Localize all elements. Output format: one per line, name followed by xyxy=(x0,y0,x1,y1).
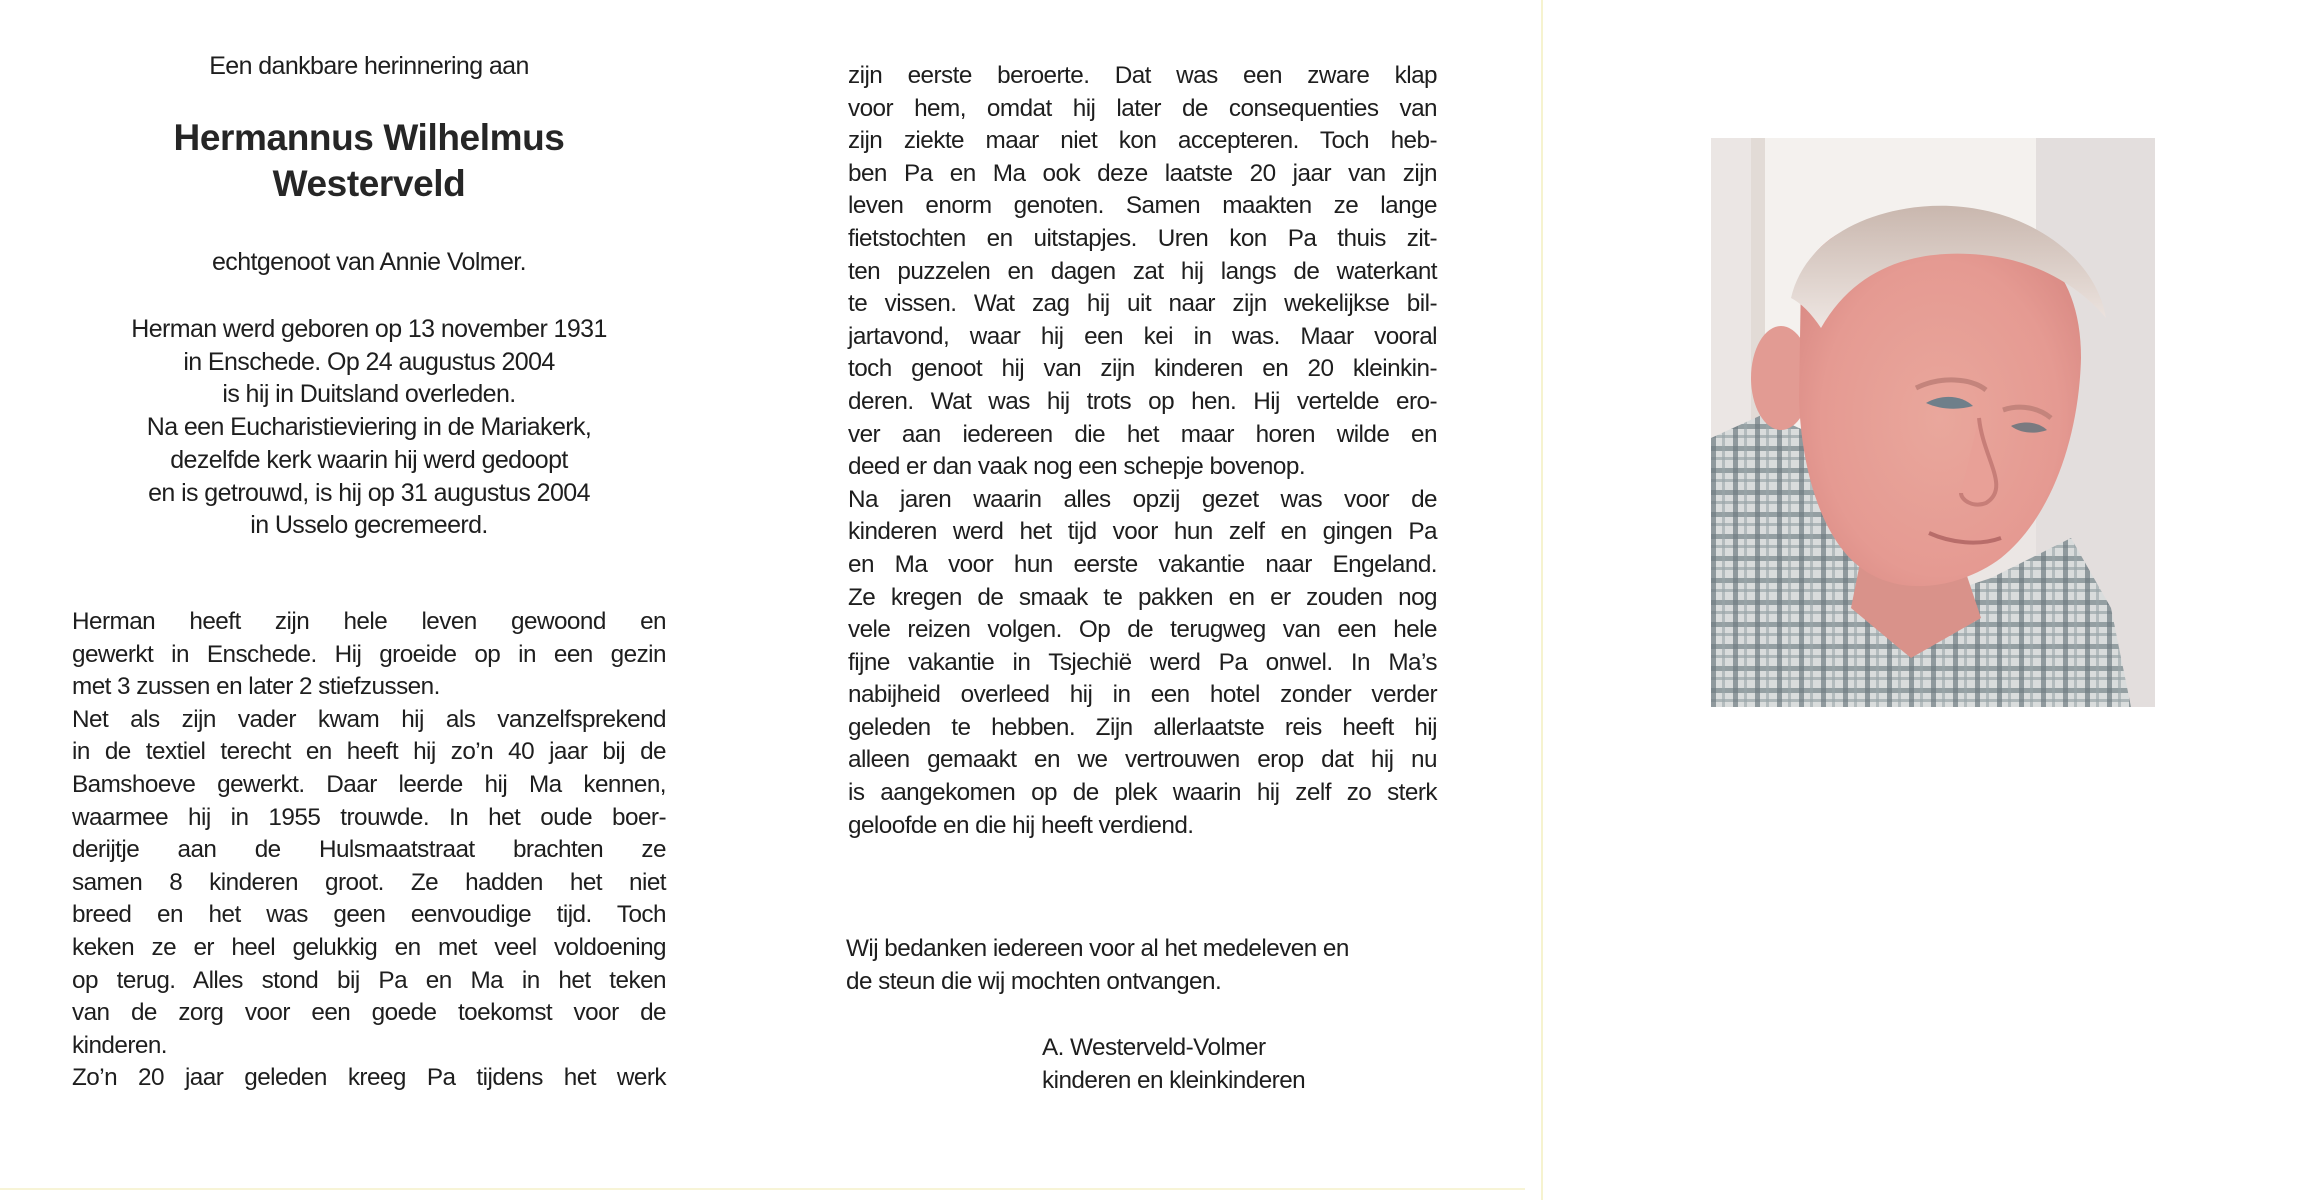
story-line: kinderen. xyxy=(72,1031,168,1059)
family-signature xyxy=(1042,1032,1305,1097)
story-line: alleen gemaakt en we vertrouwen erop dat hij nu xyxy=(848,746,1437,774)
story-line: met 3 zussen en later 2 stiefzussen. xyxy=(72,673,440,701)
story-line: zijn eerste beroerte. Dat was een zware klap xyxy=(848,62,1437,89)
story-line: breed en het was geen eenvoudige tijd. Toch xyxy=(72,901,666,929)
portrait-photo xyxy=(1711,138,2155,707)
story-line: nabijheid overleed hij in een hotel zonder verder xyxy=(848,681,1437,709)
story-line: ver aan iedereen die het maar horen wilde en xyxy=(848,420,1437,448)
story-line: samen 8 kinderen groot. Ze hadden het niet xyxy=(72,868,666,896)
card-bottom-edge xyxy=(0,1188,1525,1190)
story-line: fietstochten en uitstapjes. Uren kon Pa thuis zit- xyxy=(848,224,1437,252)
bio-line: Na een Eucharistieviering in de Mariakerk, xyxy=(146,413,592,442)
card-fold-line xyxy=(1541,0,1543,1200)
story-line: deed er dan vaak nog een schepje bovenop. xyxy=(848,453,1306,481)
story-line: derijtje aan de Hulsmaatstraat brachten ze xyxy=(72,836,666,864)
story-line: zijn ziekte maar niet kon accepteren. Toch heb- xyxy=(848,127,1437,155)
story-line: geloofde en die hij heeft verdiend. xyxy=(848,811,1194,839)
biographical-details xyxy=(72,313,666,542)
life-story-middle xyxy=(848,60,1437,842)
name-line-2: Westerveld xyxy=(272,163,466,204)
story-line: in de textiel terecht en heeft hij zo’n 40 jaar bij de xyxy=(72,738,666,766)
life-story-left xyxy=(72,606,666,1095)
story-line: ten puzzelen en dagen zat hij langs de waterkant xyxy=(848,257,1437,285)
bio-line: dezelfde kerk waarin hij werd gedoopt xyxy=(170,445,568,474)
signature-line: kinderen en kleinkinderen xyxy=(1042,1066,1306,1094)
story-line: op terug. Alles stond bij Pa en Ma in het teken xyxy=(72,966,666,994)
story-line: gewerkt in Enschede. Hij groeide op in een gezin xyxy=(72,640,666,668)
story-line: ben Pa en Ma ook deze laatste 20 jaar van zijn xyxy=(848,159,1437,187)
thanks-line: Wij bedanken iedereen voor al het medeleven en xyxy=(846,935,1349,962)
story-line: fijne vakantie in Tsjechië werd Pa onwel. In Ma’s xyxy=(848,648,1437,676)
story-line: leven enorm genoten. Samen maakten ze lange xyxy=(848,192,1437,220)
bio-line: Herman werd geboren op 13 november 1931 xyxy=(131,315,607,343)
story-line: voor hem, omdat hij later de consequenties van xyxy=(848,94,1437,122)
story-line: Net als zijn vader kwam hij als vanzelfsprekend xyxy=(72,705,666,733)
story-line: en Ma voor hun eerste vakantie naar Engeland. xyxy=(848,550,1437,578)
thanks-line: de steun die wij mochten ontvangen. xyxy=(846,967,1222,995)
deceased-name xyxy=(72,115,666,207)
story-line: vele reizen volgen. Op de terugweg van een hele xyxy=(848,616,1437,644)
story-line: van de zorg voor een goede toekomst voor de xyxy=(72,999,666,1027)
story-line: Na jaren waarin alles opzij gezet was voor de xyxy=(848,485,1437,513)
bio-line: in Enschede. Op 24 augustus 2004 xyxy=(183,347,555,376)
story-line: waarmee hij in 1955 trouwde. In het oude boer- xyxy=(72,803,666,831)
story-line: jartavond, waar hij een kei in was. Maar vooral xyxy=(848,322,1437,350)
bio-line: en is getrouwd, is hij op 31 augustus 2004 xyxy=(148,478,590,507)
story-line: Zo’n 20 jaar geleden kreeg Pa tijdens het werk xyxy=(72,1064,666,1092)
story-line: is aangekomen op de plek waarin hij zelf zo sterk xyxy=(848,779,1437,807)
story-line: deren. Wat was hij trots op hen. Hij vertelde ero- xyxy=(848,387,1437,415)
story-line: toch genoot hij van zijn kinderen en 20 kleinkin- xyxy=(848,355,1437,383)
story-line: Herman heeft zijn hele leven gewoond en xyxy=(72,608,666,635)
portrait-illustration xyxy=(1711,138,2155,707)
signature-line: A. Westerveld-Volmer xyxy=(1042,1034,1266,1061)
intro-text: Een dankbare herinnering aan xyxy=(209,52,529,80)
bio-line: is hij in Duitsland overleden. xyxy=(222,380,516,409)
story-line: kinderen werd het tijd voor hun zelf en gingen Pa xyxy=(848,518,1437,546)
story-line: keken ze er heel gelukkig en met veel voldoening xyxy=(72,933,666,961)
story-line: geleden te hebben. Zijn allerlaatste reis heeft hij xyxy=(848,713,1437,741)
story-line: Bamshoeve gewerkt. Daar leerde hij Ma kennen, xyxy=(72,770,666,798)
thanks-message xyxy=(846,933,1446,998)
story-line: Ze kregen de smaak te pakken en er zouden nog xyxy=(848,583,1437,611)
spouse-text: echtgenoot van Annie Volmer. xyxy=(212,248,526,276)
name-line-1: Hermannus Wilhelmus xyxy=(173,117,565,158)
bio-line: in Usselo gecremeerd. xyxy=(250,511,488,540)
story-line: te vissen. Wat zag hij uit naar zijn wekelijkse bil- xyxy=(848,290,1437,318)
